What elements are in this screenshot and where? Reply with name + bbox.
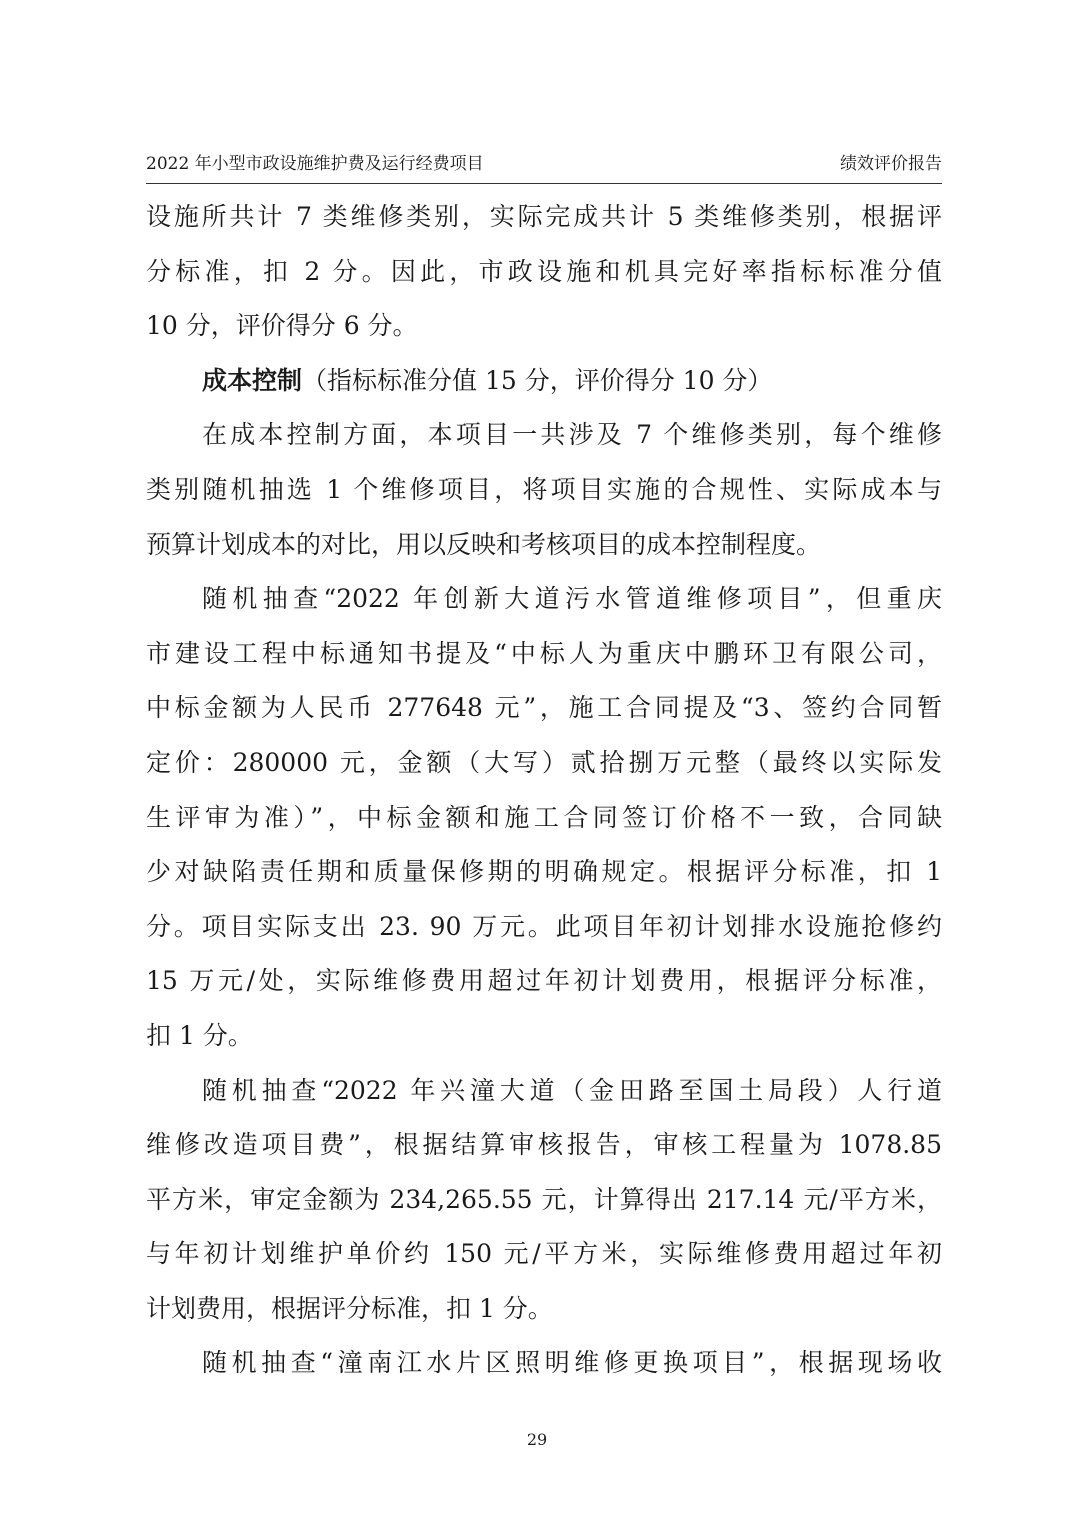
text-line: 随机抽查“2022 年创新大道污水管道维修项目”，但重庆 bbox=[202, 584, 942, 614]
text-line: 生评审为准）”，中标金额和施工合同签订价格不一致，合同缺 bbox=[146, 802, 942, 832]
page-number: 29 bbox=[526, 1430, 548, 1449]
text-line: 随机抽查“2022 年兴潼大道（金田路至国土局段）人行道 bbox=[202, 1075, 942, 1105]
text-line: 随机抽查“潼南江水片区照明维修更换项目”，根据现场收 bbox=[202, 1348, 942, 1378]
text-line: 定价：280000 元，金额（大写）贰拾捌万元整（最终以实际发 bbox=[146, 747, 942, 777]
header-title: 2022 年小型市政设施维护费及运行经费项目 bbox=[146, 154, 484, 174]
text-line: 维修改造项目费”，根据结算审核报告，审核工程量为 1078.85 bbox=[146, 1130, 942, 1160]
text-line: 少对缺陷责任期和质量保修期的明确规定。根据评分标准，扣 1 bbox=[146, 857, 942, 887]
text-line: 在成本控制方面，本项目一共涉及 7 个维修类别，每个维修 bbox=[202, 420, 942, 450]
text-line: 分。项目实际支出 23. 90 万元。此项目年初计划排水设施抢修约 bbox=[146, 911, 942, 941]
text-line: 计划费用，根据评分标准，扣 1 分。 bbox=[146, 1293, 553, 1323]
text-line: 与年初计划维护单价约 150 元/平方米，实际维修费用超过年初 bbox=[146, 1239, 942, 1269]
body-text bbox=[146, 190, 942, 1391]
page-header bbox=[146, 150, 942, 182]
header-divider bbox=[146, 183, 942, 184]
section-heading-score: （指标标准分值 15 分，评价得分 10 分） bbox=[302, 365, 773, 395]
text-line: 设施所共计 7 类维修类别，实际完成共计 5 类维修类别，根据评 bbox=[146, 202, 942, 231]
text-line: 中标金额为人民币 277648 元”，施工合同提及“3、签约合同暂 bbox=[146, 693, 942, 723]
header-report-type: 绩效评价报告 bbox=[840, 154, 942, 174]
text-line: 15 万元/处，实际维修费用超过年初计划费用，根据评分标准， bbox=[146, 966, 942, 996]
text-line: 平方米，审定金额为 234,265.55 元，计算得出 217.14 元/平方米， bbox=[146, 1184, 942, 1214]
section-heading-line bbox=[146, 354, 942, 409]
text-line: 扣 1 分。 bbox=[146, 1020, 253, 1050]
text-line: 类别随机抽选 1 个维修项目，将项目实施的合规性、实际成本与 bbox=[146, 474, 942, 504]
text-line: 10 分，评价得分 6 分。 bbox=[146, 311, 418, 341]
text-line: 预算计划成本的对比，用以反映和考核项目的成本控制程度。 bbox=[146, 529, 822, 559]
section-heading-cost-control: 成本控制 bbox=[202, 365, 303, 395]
text-line: 分标准，扣 2 分。因此，市政设施和机具完好率指标标准分值 bbox=[146, 256, 942, 286]
text-line: 市建设工程中标通知书提及“中标人为重庆中鹏环卫有限公司， bbox=[146, 638, 942, 668]
